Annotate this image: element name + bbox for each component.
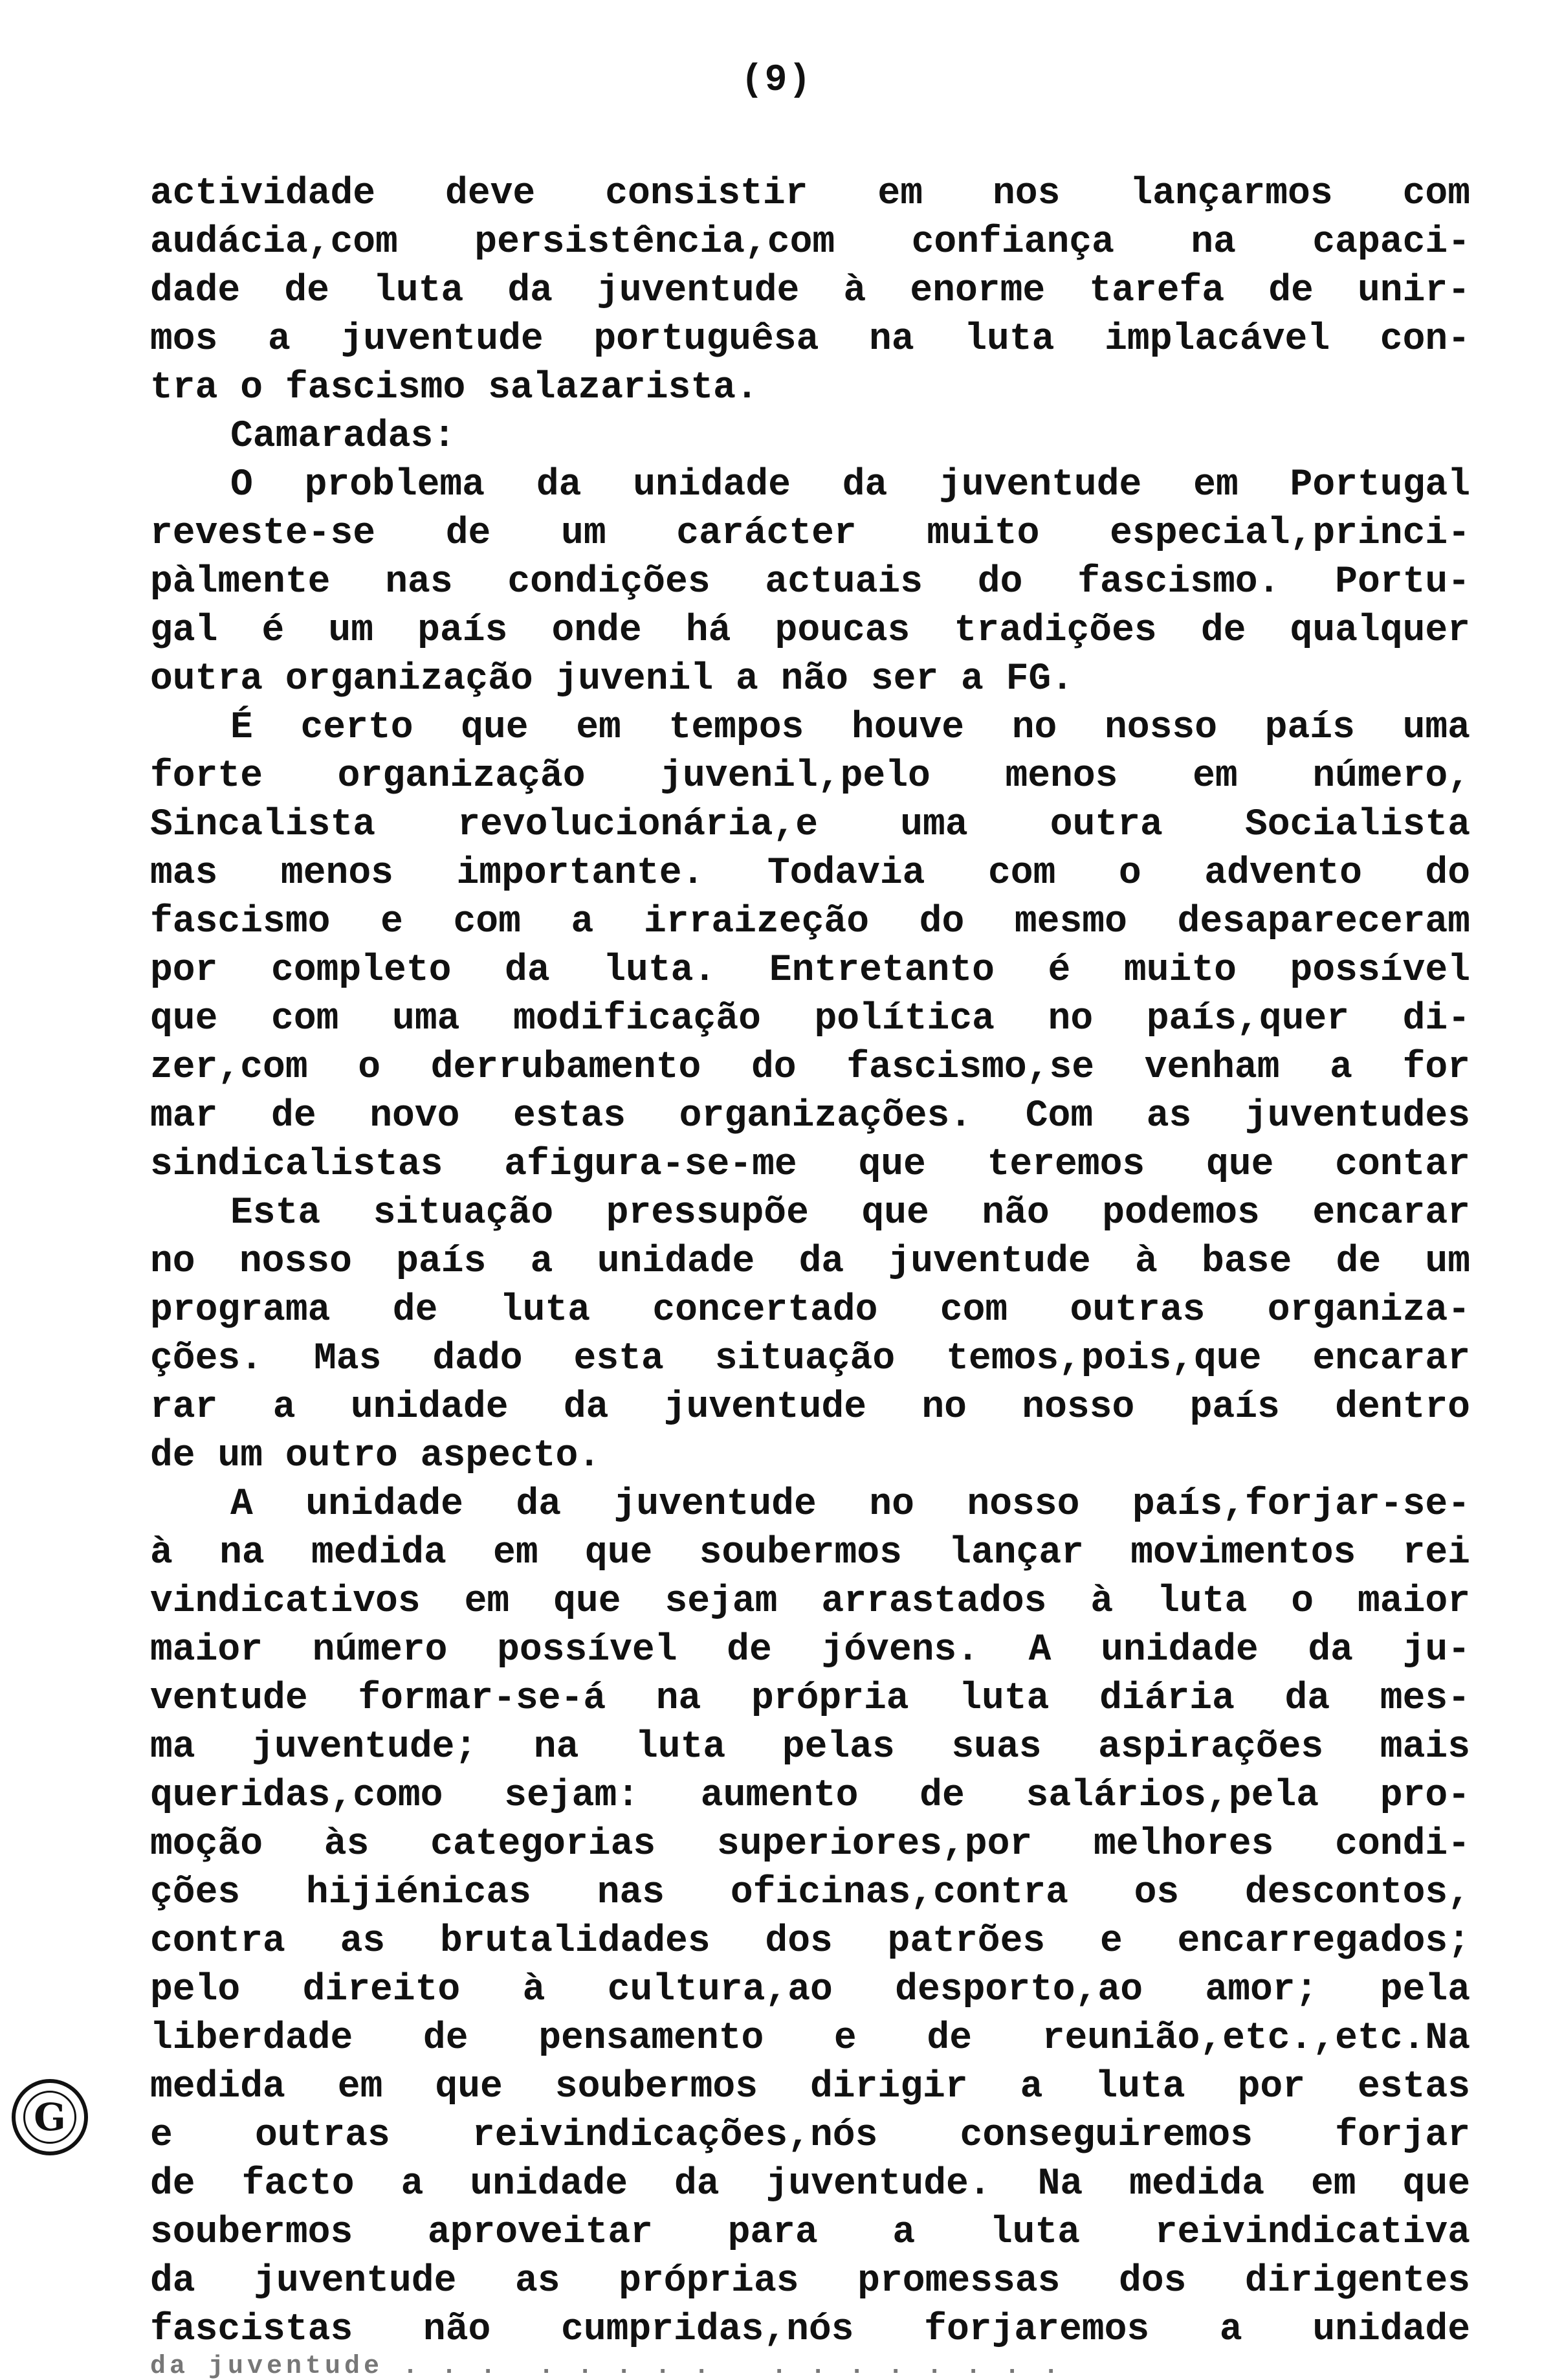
text-line: Sincalista revolucionária,e uma outra Socialista	[150, 804, 1470, 846]
text-line: Camaradas:	[230, 416, 456, 458]
text-line: forte organização juvenil,pelo menos em número,	[150, 755, 1470, 797]
text-line: mos a juventude portuguêsa na luta implacável con-	[150, 318, 1470, 361]
text-line: sindicalistas afigura-se-me que teremos que contar	[150, 1144, 1470, 1186]
text-line: tra o fascismo salazarista.	[150, 367, 758, 409]
stamp-glyph: G	[23, 2091, 76, 2144]
text-line: de um outro aspecto.	[150, 1435, 601, 1477]
text-line: liberdade de pensamento e de reunião,etc.,etc.Na	[150, 2018, 1470, 2060]
text-line: A unidade da juventude no nosso país,forjar-se-	[230, 1484, 1470, 1526]
circular-stamp-icon	[12, 2079, 88, 2155]
text-line: maior número possível de jóvens. A unidade da ju-	[150, 1629, 1470, 1671]
text-line: programa de luta concertado com outras organiza-	[150, 1289, 1470, 1331]
text-line: por completo da luta. Entretanto é muito possível	[150, 950, 1470, 992]
text-line: moção às categorias superiores,por melhores condi-	[150, 1823, 1470, 1865]
text-line: no nosso país a unidade da juventude à base de um	[150, 1241, 1470, 1283]
text-line: fascistas não cumpridas,nós forjaremos a unidade	[150, 2309, 1470, 2351]
text-line: da juventude . . . . . . . . . . . . . . . .	[150, 2354, 1063, 2380]
text-line: ventude formar-se-á na própria luta diária da mes-	[150, 1678, 1470, 1720]
text-line: O problema da unidade da juventude em Portugal	[230, 464, 1470, 506]
text-line: ma juventude; na luta pelas suas aspirações mais	[150, 1726, 1470, 1768]
text-line: outra organização juvenil a não ser a FG.	[150, 658, 1074, 700]
text-line: que com uma modificação política no país,quer di-	[150, 998, 1470, 1040]
text-line: pelo direito à cultura,ao desporto,ao amor; pela	[150, 1969, 1470, 2011]
text-line: ções hijiénicas nas oficinas,contra os descontos,	[150, 1872, 1470, 1914]
text-line: soubermos aproveitar para a luta reivindicativa	[150, 2212, 1470, 2254]
page-number: (9)	[740, 60, 813, 102]
text-line: reveste-se de um carácter muito especial,princi-	[150, 513, 1470, 555]
text-line: medida em que soubermos dirigir a luta por estas	[150, 2066, 1470, 2108]
text-line: É certo que em tempos houve no nosso país uma	[230, 707, 1470, 749]
text-line: e outras reivindicações,nós conseguiremos forjar	[150, 2115, 1470, 2157]
text-line: ções. Mas dado esta situação temos,pois,que encarar	[150, 1338, 1470, 1380]
text-line: vindicativos em que sejam arrastados à luta o maior	[150, 1581, 1470, 1623]
text-line: mar de novo estas organizações. Com as juventudes	[150, 1095, 1470, 1137]
text-line: de facto a unidade da juventude. Na medida em que	[150, 2163, 1470, 2205]
text-line: gal é um país onde há poucas tradições de qualquer	[150, 610, 1470, 652]
text-line: contra as brutalidades dos patrões e encarregados;	[150, 1920, 1470, 1963]
text-line: mas menos importante. Todavia com o advento do	[150, 852, 1470, 895]
text-line: audácia,com persistência,com confiança na capaci-	[150, 221, 1470, 263]
text-line: da juventude as próprias promessas dos dirigentes	[150, 2260, 1470, 2302]
text-line: à na medida em que soubermos lançar movimentos rei	[150, 1532, 1470, 1574]
text-line: dade de luta da juventude à enorme tarefa de unir-	[150, 270, 1470, 312]
text-line: actividade deve consistir em nos lançarmos com	[150, 173, 1470, 215]
text-line: pàlmente nas condições actuais do fascismo. Portu-	[150, 561, 1470, 603]
text-line: queridas,como sejam: aumento de salários,pela pro-	[150, 1775, 1470, 1817]
text-line: Esta situação pressupõe que não podemos encarar	[230, 1192, 1470, 1234]
text-line: rar a unidade da juventude no nosso país dentro	[150, 1386, 1470, 1429]
text-line: fascismo e com a irraizeção do mesmo desapareceram	[150, 901, 1470, 943]
body-text	[150, 170, 1470, 2380]
text-line: zer,com o derrubamento do fascismo,se venham a for	[150, 1047, 1470, 1089]
